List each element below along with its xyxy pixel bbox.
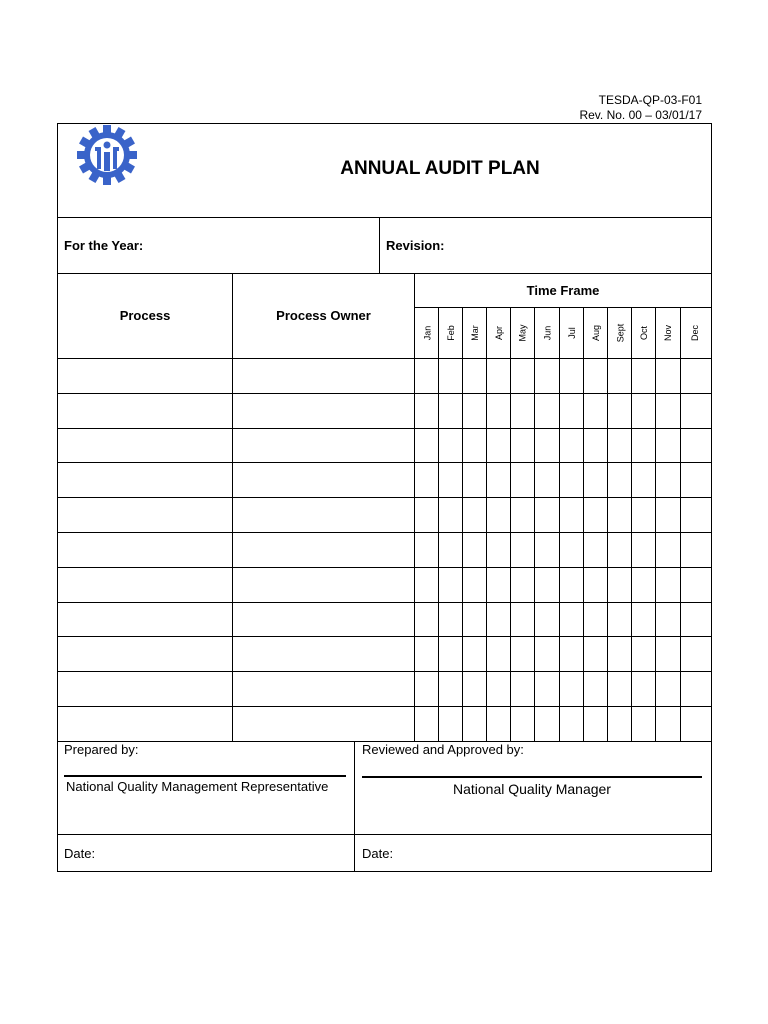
month-cell-nov[interactable]: [656, 637, 680, 671]
divider: [57, 217, 712, 218]
month-cell-nov[interactable]: [656, 498, 680, 532]
signature-line: [362, 776, 702, 778]
month-cell-may[interactable]: [511, 672, 534, 706]
month-cell-oct[interactable]: [632, 637, 655, 671]
month-cell-sept[interactable]: [608, 463, 631, 497]
month-cell-sept[interactable]: [608, 429, 631, 462]
month-cell-oct[interactable]: [632, 603, 655, 636]
month-cell-jan[interactable]: [415, 637, 438, 671]
month-cell-jul[interactable]: [560, 394, 583, 428]
process-column-header: Process: [119, 308, 171, 323]
month-header-jun: Jun: [541, 325, 552, 341]
month-cell-dec[interactable]: [681, 498, 710, 532]
month-header-oct: Oct: [638, 325, 649, 341]
process-owner-column-header: Process Owner: [276, 308, 371, 323]
date-label-right: Date:: [362, 846, 394, 861]
month-cell-nov[interactable]: [656, 463, 680, 497]
month-cell-jul[interactable]: [560, 568, 583, 602]
month-cell-jan[interactable]: [415, 463, 438, 497]
month-cell-aug[interactable]: [584, 568, 607, 602]
month-cell-jul[interactable]: [560, 637, 583, 671]
month-header-apr: Apr: [493, 325, 504, 341]
month-cell-may[interactable]: [511, 533, 534, 567]
month-cell-jun[interactable]: [535, 359, 559, 393]
month-cell-nov[interactable]: [656, 429, 680, 462]
month-cell-apr[interactable]: [487, 672, 510, 706]
process-owner-cell[interactable]: [233, 359, 414, 393]
month-cell-feb[interactable]: [439, 394, 462, 428]
divider: [57, 273, 712, 274]
month-cell-nov[interactable]: [656, 359, 680, 393]
month-header-jul: Jul: [566, 327, 577, 339]
month-cell-jan[interactable]: [415, 394, 438, 428]
month-cell-aug[interactable]: [584, 637, 607, 671]
month-cell-jun[interactable]: [535, 463, 559, 497]
month-cell-jan[interactable]: [415, 603, 438, 636]
month-cell-jan[interactable]: [415, 707, 438, 741]
process-cell[interactable]: [58, 672, 232, 706]
month-cell-may[interactable]: [511, 359, 534, 393]
month-cell-feb[interactable]: [439, 568, 462, 602]
year-label: For the Year:: [64, 238, 144, 253]
month-cell-oct[interactable]: [632, 359, 655, 393]
month-cell-dec[interactable]: [681, 533, 710, 567]
month-cell-nov[interactable]: [656, 603, 680, 636]
divider: [379, 217, 380, 274]
month-cell-mar[interactable]: [463, 359, 486, 393]
month-cell-mar[interactable]: [463, 568, 486, 602]
month-cell-apr[interactable]: [487, 707, 510, 741]
year-field[interactable]: [160, 230, 370, 260]
month-cell-may[interactable]: [511, 463, 534, 497]
month-cell-dec[interactable]: [681, 429, 710, 462]
month-cell-aug[interactable]: [584, 394, 607, 428]
month-cell-jun[interactable]: [535, 637, 559, 671]
process-owner-cell[interactable]: [233, 429, 414, 462]
process-owner-cell[interactable]: [233, 707, 414, 741]
month-cell-mar[interactable]: [463, 672, 486, 706]
month-cell-aug[interactable]: [584, 498, 607, 532]
divider: [354, 741, 355, 871]
month-header-may: May: [517, 324, 528, 342]
month-cell-jan[interactable]: [415, 568, 438, 602]
month-cell-jun[interactable]: [535, 672, 559, 706]
month-cell-dec[interactable]: [681, 707, 710, 741]
month-cell-jan[interactable]: [415, 429, 438, 462]
month-cell-oct[interactable]: [632, 429, 655, 462]
month-cell-nov[interactable]: [656, 707, 680, 741]
prepared-by-label: Prepared by:: [64, 742, 139, 757]
month-header-jan: Jan: [421, 325, 432, 341]
month-cell-apr[interactable]: [487, 568, 510, 602]
month-cell-sept[interactable]: [608, 603, 631, 636]
month-cell-sept[interactable]: [608, 498, 631, 532]
month-cell-sept[interactable]: [608, 394, 631, 428]
month-header-dec: Dec: [689, 324, 700, 342]
process-cell[interactable]: [58, 359, 232, 393]
month-cell-sept[interactable]: [608, 359, 631, 393]
month-cell-apr[interactable]: [487, 533, 510, 567]
month-cell-oct[interactable]: [632, 498, 655, 532]
month-cell-jun[interactable]: [535, 568, 559, 602]
month-cell-dec[interactable]: [681, 603, 710, 636]
month-cell-jul[interactable]: [560, 498, 583, 532]
month-cell-apr[interactable]: [487, 359, 510, 393]
month-cell-sept[interactable]: [608, 533, 631, 567]
divider: [57, 834, 712, 835]
month-cell-oct[interactable]: [632, 672, 655, 706]
prepared-by-role: National Quality Management Representative: [66, 779, 329, 794]
month-cell-jul[interactable]: [560, 463, 583, 497]
month-cell-jul[interactable]: [560, 429, 583, 462]
month-cell-aug[interactable]: [584, 429, 607, 462]
month-cell-aug[interactable]: [584, 707, 607, 741]
month-cell-oct[interactable]: [632, 463, 655, 497]
month-header-mar: Mar: [470, 325, 480, 341]
process-owner-cell[interactable]: [233, 603, 414, 636]
month-cell-may[interactable]: [511, 568, 534, 602]
month-cell-nov[interactable]: [656, 533, 680, 567]
document-revision: Rev. No. 00 – 03/01/17: [579, 108, 702, 122]
month-cell-may[interactable]: [511, 429, 534, 462]
process-cell[interactable]: [58, 603, 232, 636]
month-cell-jun[interactable]: [535, 533, 559, 567]
month-cell-aug[interactable]: [584, 672, 607, 706]
process-owner-cell[interactable]: [233, 568, 414, 602]
revision-field[interactable]: [455, 230, 705, 260]
signature-line: [64, 775, 346, 777]
month-cell-feb[interactable]: [439, 498, 462, 532]
document-code: TESDA-QP-03-F01: [598, 93, 702, 107]
month-cell-dec[interactable]: [681, 463, 710, 497]
process-cell[interactable]: [58, 568, 232, 602]
process-owner-cell[interactable]: [233, 637, 414, 671]
month-cell-jan[interactable]: [415, 498, 438, 532]
month-cell-jul[interactable]: [560, 533, 583, 567]
process-cell[interactable]: [58, 429, 232, 462]
month-cell-may[interactable]: [511, 394, 534, 428]
process-owner-cell[interactable]: [233, 672, 414, 706]
reviewed-by-signature-field[interactable]: [362, 760, 702, 775]
month-cell-mar[interactable]: [463, 429, 486, 462]
month-header-nov: Nov: [662, 324, 673, 342]
month-cell-mar[interactable]: [463, 637, 486, 671]
month-cell-apr[interactable]: [487, 637, 510, 671]
process-cell[interactable]: [58, 637, 232, 671]
process-cell[interactable]: [58, 498, 232, 532]
month-cell-nov[interactable]: [656, 394, 680, 428]
month-cell-oct[interactable]: [632, 533, 655, 567]
month-cell-may[interactable]: [511, 603, 534, 636]
process-owner-cell[interactable]: [233, 533, 414, 567]
month-cell-aug[interactable]: [584, 533, 607, 567]
month-cell-mar[interactable]: [463, 463, 486, 497]
month-cell-sept[interactable]: [608, 568, 631, 602]
month-cell-feb[interactable]: [439, 603, 462, 636]
month-cell-mar[interactable]: [463, 533, 486, 567]
month-cell-may[interactable]: [511, 498, 534, 532]
month-cell-mar[interactable]: [463, 603, 486, 636]
process-cell[interactable]: [58, 463, 232, 497]
month-cell-jun[interactable]: [535, 394, 559, 428]
date-field-left[interactable]: [100, 840, 348, 866]
month-cell-apr[interactable]: [487, 498, 510, 532]
month-cell-jun[interactable]: [535, 498, 559, 532]
month-cell-apr[interactable]: [487, 603, 510, 636]
month-cell-aug[interactable]: [584, 603, 607, 636]
month-cell-jul[interactable]: [560, 672, 583, 706]
month-cell-aug[interactable]: [584, 463, 607, 497]
revision-label: Revision:: [386, 238, 445, 253]
month-cell-jul[interactable]: [560, 359, 583, 393]
month-cell-jul[interactable]: [560, 707, 583, 741]
month-cell-sept[interactable]: [608, 672, 631, 706]
month-cell-may[interactable]: [511, 707, 534, 741]
date-field-right[interactable]: [400, 840, 705, 866]
month-cell-feb[interactable]: [439, 637, 462, 671]
month-cell-dec[interactable]: [681, 394, 710, 428]
month-cell-nov[interactable]: [656, 568, 680, 602]
month-cell-jun[interactable]: [535, 707, 559, 741]
month-cell-jan[interactable]: [415, 359, 438, 393]
month-cell-mar[interactable]: [463, 498, 486, 532]
month-cell-feb[interactable]: [439, 463, 462, 497]
month-cell-dec[interactable]: [681, 672, 710, 706]
month-header-feb: Feb: [445, 325, 456, 341]
month-cell-oct[interactable]: [632, 568, 655, 602]
tesda-gear-logo-icon: [74, 125, 140, 185]
prepared-by-signature-field[interactable]: [64, 760, 346, 775]
process-owner-cell[interactable]: [233, 463, 414, 497]
form-title: ANNUAL AUDIT PLAN: [340, 158, 540, 179]
month-cell-may[interactable]: [511, 637, 534, 671]
reviewed-by-label: Reviewed and Approved by:: [362, 742, 524, 757]
month-cell-jul[interactable]: [560, 603, 583, 636]
month-cell-mar[interactable]: [463, 394, 486, 428]
month-cell-aug[interactable]: [584, 359, 607, 393]
month-cell-feb[interactable]: [439, 359, 462, 393]
month-cell-jan[interactable]: [415, 672, 438, 706]
month-cell-feb[interactable]: [439, 533, 462, 567]
process-owner-cell[interactable]: [233, 498, 414, 532]
divider: [414, 307, 712, 308]
month-cell-oct[interactable]: [632, 394, 655, 428]
month-cell-jun[interactable]: [535, 603, 559, 636]
time-frame-header: Time Frame: [526, 283, 600, 298]
month-header-aug: Aug: [590, 324, 601, 342]
month-header-sept: Sept: [614, 323, 625, 343]
month-cell-mar[interactable]: [463, 707, 486, 741]
month-cell-jun[interactable]: [535, 429, 559, 462]
month-cell-feb[interactable]: [439, 707, 462, 741]
month-cell-dec[interactable]: [681, 359, 710, 393]
month-cell-nov[interactable]: [656, 672, 680, 706]
month-cell-oct[interactable]: [632, 707, 655, 741]
month-cell-sept[interactable]: [608, 707, 631, 741]
month-cell-dec[interactable]: [681, 568, 710, 602]
process-cell[interactable]: [58, 707, 232, 741]
month-cell-apr[interactable]: [487, 463, 510, 497]
month-cell-apr[interactable]: [487, 394, 510, 428]
process-cell[interactable]: [58, 533, 232, 567]
reviewed-by-role: National Quality Manager: [453, 781, 611, 797]
month-cell-feb[interactable]: [439, 672, 462, 706]
month-cell-dec[interactable]: [681, 637, 710, 671]
month-cell-jan[interactable]: [415, 533, 438, 567]
month-cell-apr[interactable]: [487, 429, 510, 462]
date-label-left: Date:: [64, 846, 96, 861]
month-cell-sept[interactable]: [608, 637, 631, 671]
process-owner-cell[interactable]: [233, 394, 414, 428]
month-cell-feb[interactable]: [439, 429, 462, 462]
process-cell[interactable]: [58, 394, 232, 428]
